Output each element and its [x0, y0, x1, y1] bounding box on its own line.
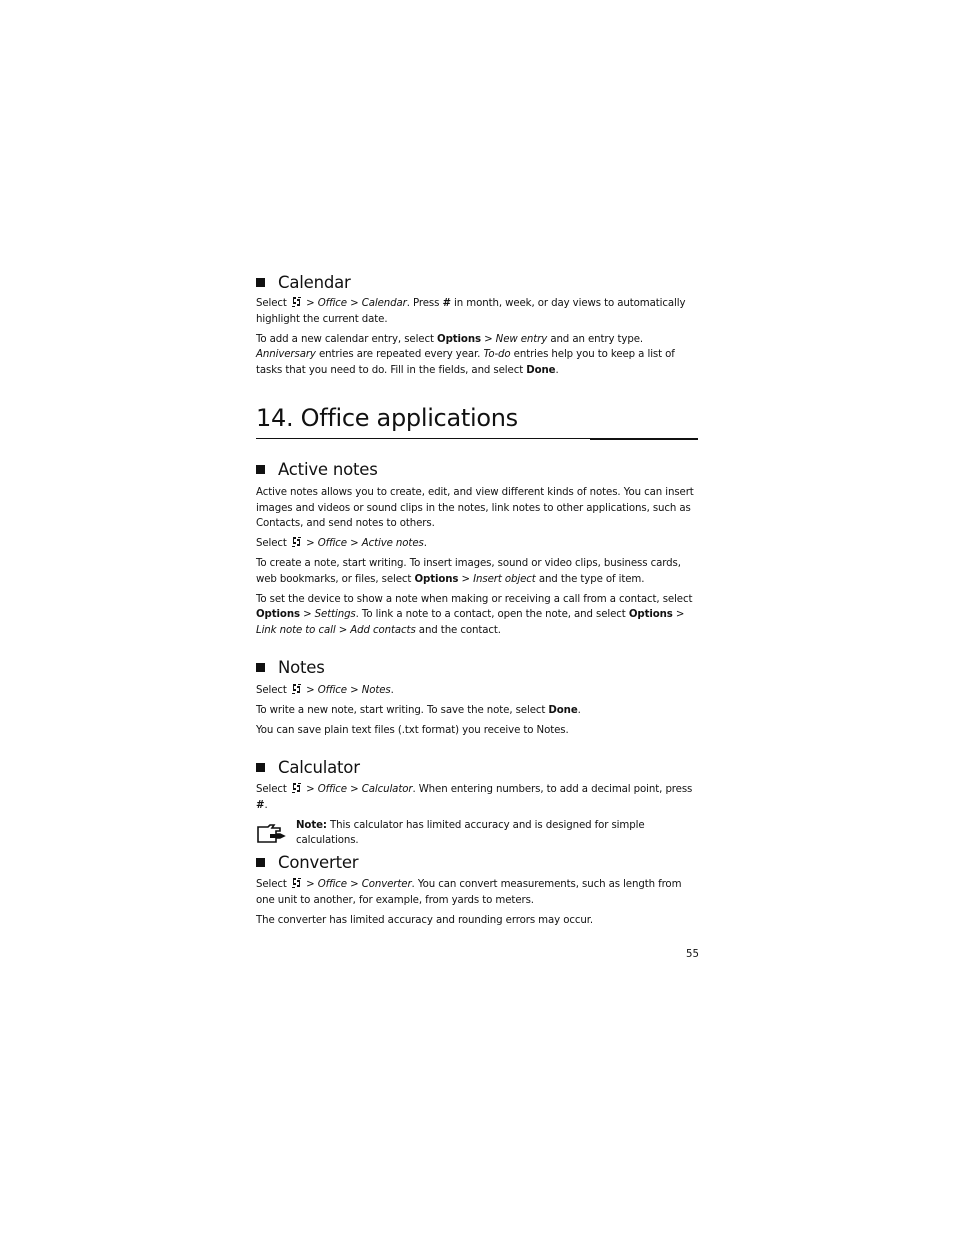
notes-body	[256, 683, 698, 743]
active-notes-paragraph-1: Active notes allows you to create, edit, and view different kinds of notes. You can insert images and videos or sound clips in the notes, link notes to other applications, such as Contacts, and send notes to others.	[256, 487, 694, 529]
notes-heading: Notes	[256, 658, 325, 677]
converter-heading: Converter	[256, 853, 358, 872]
converter-body	[256, 877, 698, 933]
bullet-square-icon	[256, 763, 265, 772]
menu-icon	[291, 683, 302, 695]
active-notes-body	[256, 485, 698, 643]
calculator-body	[256, 782, 698, 853]
menu-icon	[291, 296, 302, 308]
active-notes-paragraph-2: Select > Office > Active notes.	[256, 538, 427, 549]
active-notes-heading: Active notes	[256, 460, 378, 479]
converter-paragraph-1: Select > Office > Converter. You can convert measurements, such as length from one unit to another, for example, from yards to meters.	[256, 879, 682, 906]
calendar-paragraph-1: Select > Office > Calendar. Press # in month, week, or day views to automatically highlight the current date.	[256, 298, 686, 325]
bullet-square-icon	[256, 278, 265, 287]
bullet-square-icon	[256, 663, 265, 672]
bullet-square-icon	[256, 465, 265, 474]
active-notes-paragraph-4: To set the device to show a note when making or receiving a call from a contact, select Options > Settings. To link a note to a contact, open the note, and select Options > Link note to call > Add contacts and the contact.	[256, 593, 693, 636]
menu-icon	[291, 782, 302, 794]
note-text: Note: This calculator has limited accuracy and is designed for simple calculations.	[296, 819, 645, 846]
calculator-heading: Calculator	[256, 758, 360, 777]
page-number: 55	[686, 949, 699, 960]
bullet-square-icon	[256, 858, 265, 867]
calendar-body	[256, 296, 698, 383]
converter-paragraph-2: The converter has limited accuracy and rounding errors may occur.	[256, 914, 593, 926]
notes-paragraph-2: To write a new note, start writing. To save the note, select Done.	[256, 705, 581, 716]
calculator-note	[256, 818, 698, 849]
note-hand-icon	[256, 824, 286, 844]
calendar-paragraph-2: To add a new calendar entry, select Options > New entry and an entry type. Anniversary entries are repeated every year. To-do entries help you to keep a list of tasks that you need to do. Fill in the fields, and select Done.	[256, 333, 675, 376]
menu-icon	[291, 877, 302, 889]
notes-paragraph-3: You can save plain text files (.txt format) you receive to Notes.	[256, 725, 569, 736]
chapter-rule-accent	[590, 438, 698, 440]
menu-icon	[291, 536, 302, 548]
chapter-title: 14. Office applications	[256, 404, 518, 432]
active-notes-paragraph-3: To create a note, start writing. To insert images, sound or video clips, business cards, web bookmarks, or files, select Options > Insert object and the type of item.	[256, 558, 681, 585]
calendar-heading: Calendar	[256, 273, 351, 292]
notes-paragraph-1: Select > Office > Notes.	[256, 685, 394, 696]
calculator-paragraph-1: Select > Office > Calculator. When entering numbers, to add a decimal point, press #.	[256, 784, 693, 811]
